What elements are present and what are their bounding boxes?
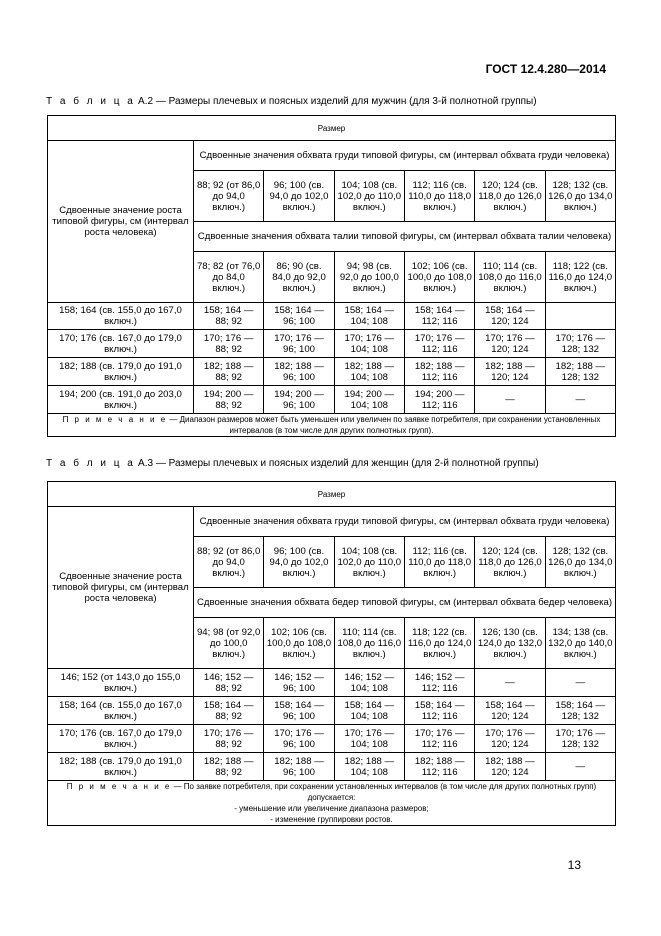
size-cell: 182; 188 — 104; 108 [334,753,404,781]
size-cell: 194; 200 — 104; 108 [334,386,404,414]
hip-col-2: 102; 106 (св. 100,0 до 108,0 включ.) [264,618,334,669]
size-cell: 146; 152 — 88; 92 [194,669,264,697]
size-cell: 170; 176 — 112; 116 [404,330,474,358]
size-cell: 158; 164 — 128; 132 [545,697,615,725]
table-a3-caption [46,458,539,469]
chest-col-1: 88; 92 (от 86,0 до 94,0 включ.) [194,171,264,222]
row-height-label: 182; 188 (св. 179,0 до 191,0 включ.) [48,358,194,386]
size-cell: 170; 176 — 104; 108 [334,725,404,753]
table-a3 [47,481,616,826]
size-cell: 170; 176 — 96; 100 [264,725,334,753]
size-cell: 158; 164 — 120; 124 [475,697,545,725]
table-row [48,753,616,781]
table-a2 [47,115,616,437]
chest-col-2: 96; 100 (св. 94,0 до 102,0 включ.) [264,171,334,222]
table-row [48,697,616,725]
size-cell: 158; 164 — 120; 124 [475,303,545,330]
size-cell: 170; 176 — 120; 124 [475,330,545,358]
size-cell: 158; 164 — 104; 108 [334,697,404,725]
table-row [48,725,616,753]
table-row [48,330,616,358]
waist-col-2: 86; 90 (св. 84,0 до 92,0 включ.) [264,252,334,303]
row-height-label: 182; 188 (св. 179,0 до 191,0 включ.) [48,753,194,781]
waist-col-3: 94; 98 (св. 92,0 до 100,0 включ.) [334,252,404,303]
page-number: 13 [567,858,581,872]
chest-col-2: 96; 100 (св. 94,0 до 102,0 включ.) [264,537,334,588]
size-cell: — [545,753,615,781]
chest-group-header: Сдвоенные значения обхвата груди типовой фигуры, см (интервал обхвата груди человека) [194,507,616,537]
row-height-label: 146; 152 (от 143,0 до 155,0 включ.) [48,669,194,697]
size-cell: 158; 164 — 88; 92 [194,303,264,330]
waist-group-header: Сдвоенные значения обхвата талии типовой фигуры, см (интервал обхвата талии человека) [194,222,616,252]
height-header: Сдвоенные значение роста типовой фигуры, см (интервал роста человека) [48,507,194,669]
size-cell: 170; 176 — 112; 116 [404,725,474,753]
size-cell [545,303,615,330]
table-row [48,303,616,330]
size-cell: 182; 188 — 96; 100 [264,358,334,386]
hip-col-4: 118; 122 (св. 116,0 до 124,0 включ.) [404,618,474,669]
size-cell: 170; 176 — 88; 92 [194,725,264,753]
size-cell: 182; 188 — 88; 92 [194,358,264,386]
size-header: Размер [48,116,616,141]
size-cell: 170; 176 — 96; 100 [264,330,334,358]
hip-col-6: 134; 138 (св. 132,0 до 140,0 включ.) [545,618,615,669]
chest-col-6: 128; 132 (св. 126,0 до 134,0 включ.) [545,537,615,588]
chest-col-1: 88; 92 (от 86,0 до 94,0 включ.) [194,537,264,588]
size-cell: 194; 200 — 88; 92 [194,386,264,414]
size-header: Размер [48,482,616,507]
chest-col-5: 120; 124 (св. 118,0 до 126,0 включ.) [475,171,545,222]
note-lead: П р и м е ч а н и е [62,415,168,424]
height-header: Сдвоенные значение роста типовой фигуры, см (интервал роста человека) [48,141,194,303]
chest-col-4: 112; 116 (св. 110,0 до 118,0 включ.) [404,537,474,588]
chest-col-4: 112; 116 (св. 110,0 до 118,0 включ.) [404,171,474,222]
note-lead: П р и м е ч а н и е [66,782,172,791]
chest-col-3: 104; 108 (св. 102,0 до 110,0 включ.) [334,171,404,222]
note-item: - изменение группировки ростов. [270,815,393,824]
hip-group-header: Сдвоенные значения обхвата бедер типовой фигуры, см (интервал обхвата бедер человека) [194,588,616,618]
size-cell: 170; 176 — 88; 92 [194,330,264,358]
size-cell: 182; 188 — 104; 108 [334,358,404,386]
size-cell: 170; 176 — 128; 132 [545,330,615,358]
caption-label: Т а б л и ц а [46,458,136,469]
size-cell: 158; 164 — 104; 108 [334,303,404,330]
caption-label: Т а б л и ц а [46,96,136,107]
table-note [48,781,616,826]
chest-col-6: 128; 132 (св. 126,0 до 134,0 включ.) [545,171,615,222]
caption-number: А.3 [135,458,154,469]
waist-col-4: 102; 106 (св. 100,0 до 108,0 включ.) [404,252,474,303]
caption-text: — Размеры плечевых и поясных изделий для женщин (для 2-й полнотной группы) [153,458,539,469]
table-row [48,386,616,414]
size-cell: 146; 152 — 104; 108 [334,669,404,697]
size-cell: 182; 188 — 128; 132 [545,358,615,386]
hip-col-5: 126; 130 (св. 124,0 до 132,0 включ.) [475,618,545,669]
table-note [48,414,616,437]
chest-group-header: Сдвоенные значения обхвата груди типовой фигуры, см (интервал обхвата груди человека) [194,141,616,171]
note-text: — Диапазон размеров может быть уменьшен или увеличен по заявке потребителя, при сохранении установленных интервалов (в том числе для других полнотных групп). [167,415,601,435]
size-cell: 194; 200 — 112; 116 [404,386,474,414]
size-cell: — [545,386,615,414]
chest-col-3: 104; 108 (св. 102,0 до 110,0 включ.) [334,537,404,588]
note-item: - уменьшение или увеличение диапазона размеров; [234,804,429,813]
row-height-label: 194; 200 (св. 191,0 до 203,0 включ.) [48,386,194,414]
size-cell: 158; 164 — 96; 100 [264,303,334,330]
size-cell: 158; 164 — 112; 116 [404,697,474,725]
table-row [48,669,616,697]
size-cell: 182; 188 — 96; 100 [264,753,334,781]
size-cell: 182; 188 — 88; 92 [194,753,264,781]
table-a2-caption [46,96,537,107]
size-cell: 146; 152 — 112; 116 [404,669,474,697]
size-cell: 158; 164 — 88; 92 [194,697,264,725]
hip-col-1: 94; 98 (от 92,0 до 100,0 включ.) [194,618,264,669]
chest-col-5: 120; 124 (св. 118,0 до 126,0 включ.) [475,537,545,588]
size-cell: 182; 188 — 120; 124 [475,753,545,781]
size-cell: 146; 152 — 96; 100 [264,669,334,697]
size-cell: 170; 176 — 128; 132 [545,725,615,753]
table-row [48,358,616,386]
size-cell: — [475,669,545,697]
size-cell: 182; 188 — 112; 116 [404,753,474,781]
size-cell: — [475,386,545,414]
row-height-label: 170; 176 (св. 167,0 до 179,0 включ.) [48,725,194,753]
size-cell: 158; 164 — 112; 116 [404,303,474,330]
row-height-label: 170; 176 (св. 167,0 до 179,0 включ.) [48,330,194,358]
size-cell: 182; 188 — 112; 116 [404,358,474,386]
caption-number: А.2 [135,96,154,107]
waist-col-5: 110; 114 (св. 108,0 до 116,0 включ.) [475,252,545,303]
note-text: — По заявке потребителя, при сохранении установленных интервалов (в том числе для других полнотных групп) допускается: [171,782,597,802]
size-cell: 170; 176 — 104; 108 [334,330,404,358]
standard-designation: ГОСТ 12.4.280—2014 [485,62,606,76]
hip-col-3: 110; 114 (св. 108,0 до 116,0 включ.) [334,618,404,669]
waist-col-6: 118; 122 (св. 116,0 до 124,0 включ.) [545,252,615,303]
size-cell: 170; 176 — 120; 124 [475,725,545,753]
waist-col-1: 78; 82 (от 76,0 до 84,0 включ.) [194,252,264,303]
row-height-label: 158; 164 (св. 155,0 до 167,0 включ.) [48,303,194,330]
size-cell: 194; 200 — 96; 100 [264,386,334,414]
size-cell: 182; 188 — 120; 124 [475,358,545,386]
size-cell: — [545,669,615,697]
row-height-label: 158; 164 (св. 155,0 до 167,0 включ.) [48,697,194,725]
caption-text: — Размеры плечевых и поясных изделий для мужчин (для 3-й полнотной группы) [153,96,537,107]
size-cell: 158; 164 — 96; 100 [264,697,334,725]
